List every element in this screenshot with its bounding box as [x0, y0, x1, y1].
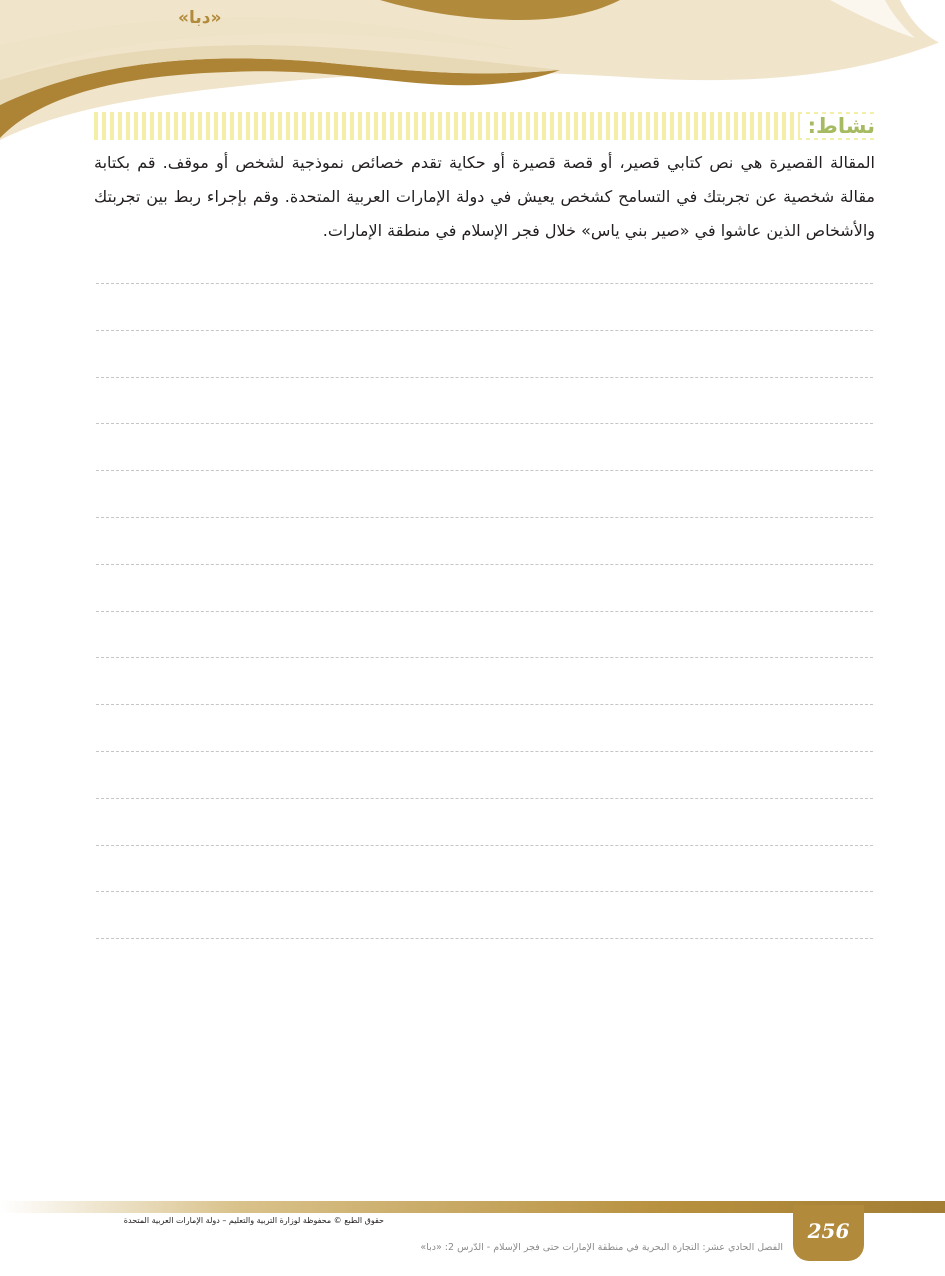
- writing-line: [96, 423, 873, 470]
- writing-line: [96, 283, 873, 330]
- writing-line: [96, 798, 873, 845]
- writing-line: [96, 517, 873, 564]
- writing-line: [96, 891, 873, 938]
- writing-lines: [96, 283, 873, 985]
- lesson-breadcrumb: الفصل الحادي عشر: التجارة البحرية في منطقة الإمارات حتى فجر الإسلام - الدّرس 2: «دبا»: [420, 1242, 783, 1253]
- activity-instructions: المقالة القصيرة هي نص كتابي قصير، أو قصة قصيرة أو حكاية تقدم خصائص نموذجية لشخص أو موقف. قم بكتابة مقالة شخصية عن تجربتك في التسامح كشخص يعيش في دولة الإمارات العربية المتحدة. وقم بإجراء ربط بين تجربتك والأشخاص الذين عاشوا في «صير بني ياس» خلال فجر الإسلام في منطقة الإمارات.: [94, 153, 875, 240]
- writing-line: [96, 657, 873, 704]
- writing-line: [96, 564, 873, 611]
- activity-title-band: [94, 112, 874, 140]
- activity-title: نشاط:: [800, 114, 875, 138]
- copyright-notice: حقوق الطبع © محفوظة لوزارة التربية والتعليم – دولة الإمارات العربية المتحدة: [123, 1216, 384, 1225]
- writing-line: [96, 845, 873, 892]
- writing-line: [96, 938, 873, 985]
- writing-line: [96, 377, 873, 424]
- page-number: 256: [807, 1219, 850, 1243]
- writing-line: [96, 330, 873, 377]
- writing-line: [96, 611, 873, 658]
- lesson-title: «دبا»: [178, 8, 222, 28]
- writing-line: [96, 751, 873, 798]
- writing-line: [96, 470, 873, 517]
- writing-line: [96, 704, 873, 751]
